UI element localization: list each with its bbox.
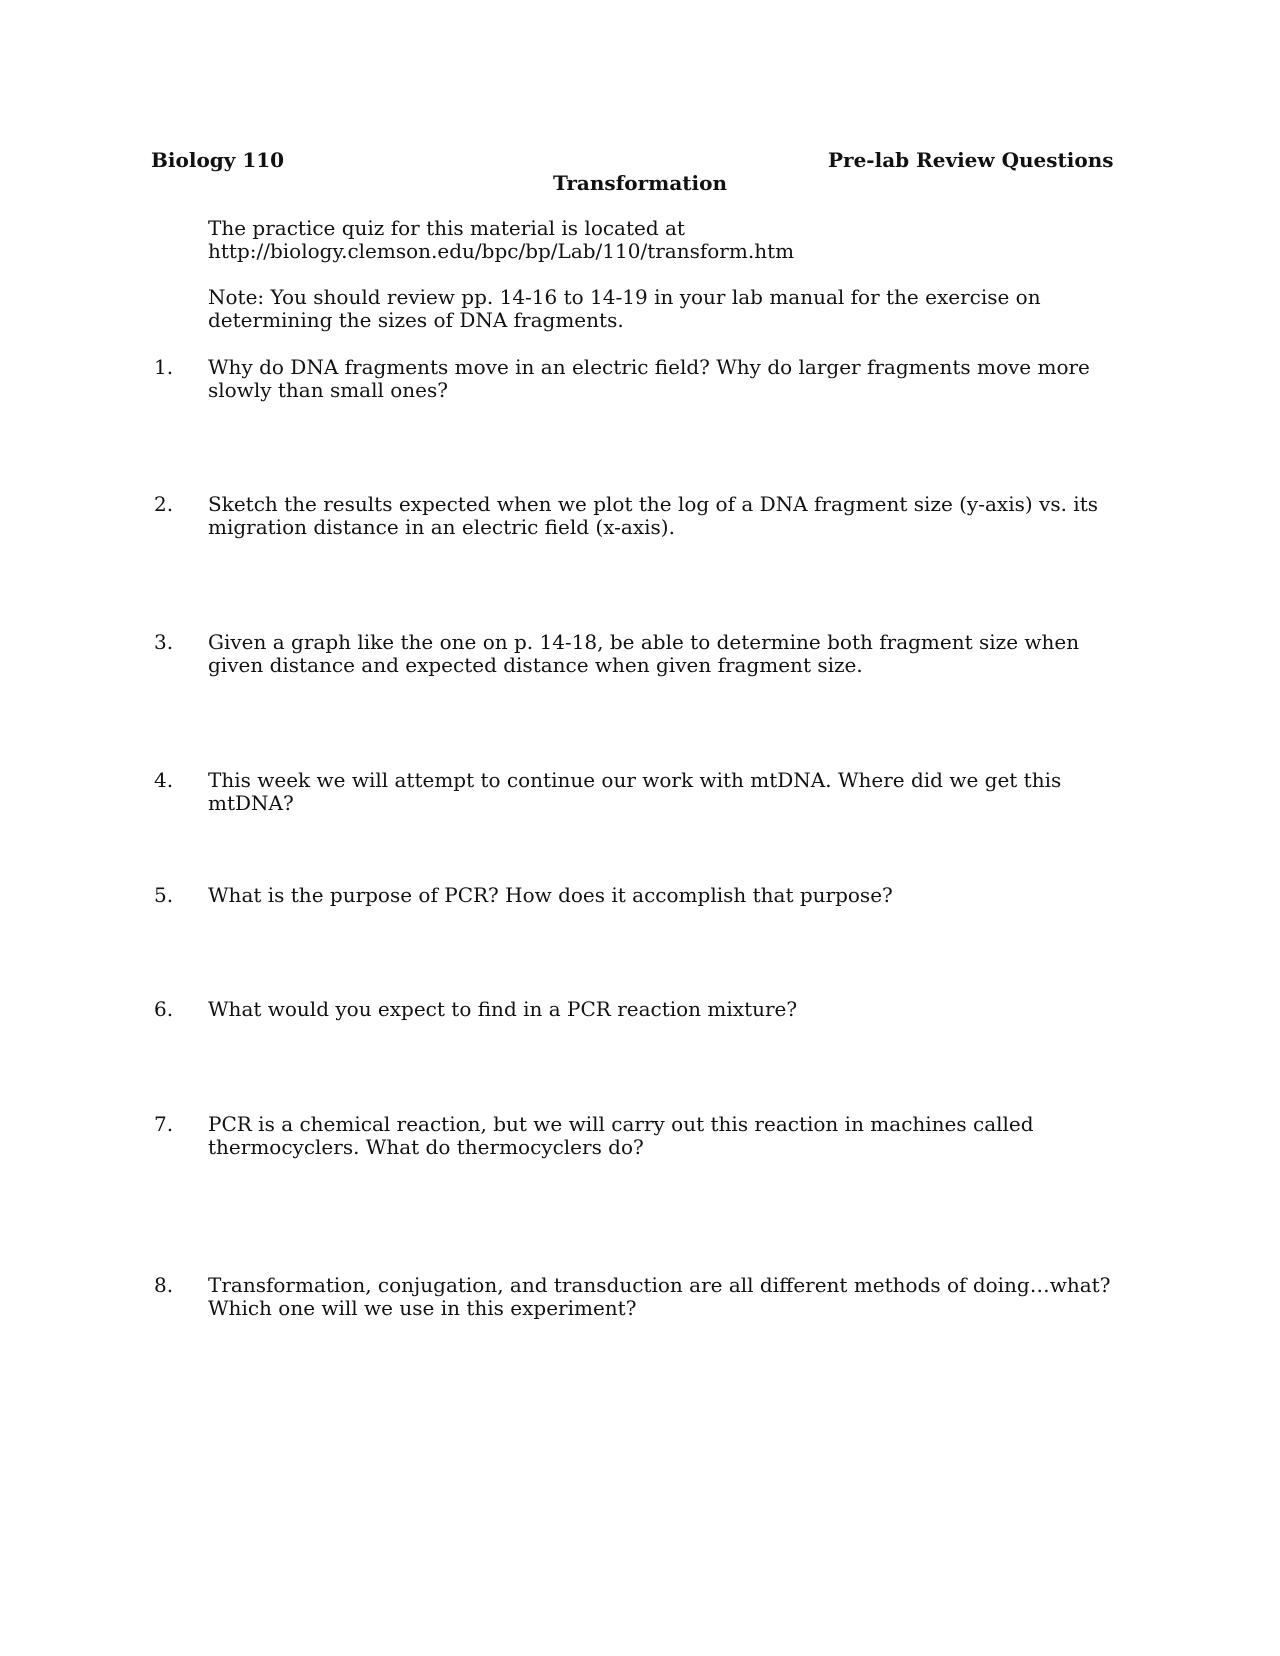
question-number: 3. <box>154 630 174 654</box>
question-number: 4. <box>154 768 174 792</box>
question-number: 7. <box>154 1112 174 1136</box>
question-text: This week we will attempt to continue our work with mtDNA. Where did we get this mtDNA? <box>208 768 1062 815</box>
question-text: Transformation, conjugation, and transduction are all different methods of doing…what? Which one will we use in this experiment? <box>208 1273 1111 1320</box>
quiz-intro <box>208 217 1128 263</box>
question-number: 1. <box>154 355 174 379</box>
question-number: 2. <box>154 492 174 516</box>
question-text: What is the purpose of PCR? How does it accomplish that purpose? <box>208 883 893 907</box>
question-text: Given a graph like the one on p. 14-18, be able to determine both fragment size when given distance and expected distance when given fragment size. <box>208 630 1080 677</box>
review-note: Note: You should review pp. 14-16 to 14-19 in your lab manual for the exercise on determining the sizes of DNA fragments. <box>208 285 1041 332</box>
question-text: What would you expect to find in a PCR reaction mixture? <box>208 997 798 1021</box>
question-text: Sketch the results expected when we plot the log of a DNA fragment size (y-axis) vs. its migration distance in an electric field (x-axis). <box>208 492 1098 539</box>
quiz-intro-text: The practice quiz for this material is located at <box>208 216 685 240</box>
question-number: 6. <box>154 997 174 1021</box>
question-text: PCR is a chemical reaction, but we will carry out this reaction in machines called thermocyclers. What do thermocyclers do? <box>208 1112 1034 1159</box>
quiz-url: http://biology.clemson.edu/bpc/bp/Lab/110/transform.htm <box>208 239 795 263</box>
question-number: 8. <box>154 1273 174 1297</box>
document-type: Pre-lab Review Questions <box>828 148 1114 172</box>
course-name: Biology 110 <box>151 148 285 172</box>
question-number: 5. <box>154 883 174 907</box>
question-text: Why do DNA fragments move in an electric field? Why do larger fragments move more slowly than small ones? <box>208 355 1090 402</box>
page-title: Transformation <box>552 171 728 195</box>
